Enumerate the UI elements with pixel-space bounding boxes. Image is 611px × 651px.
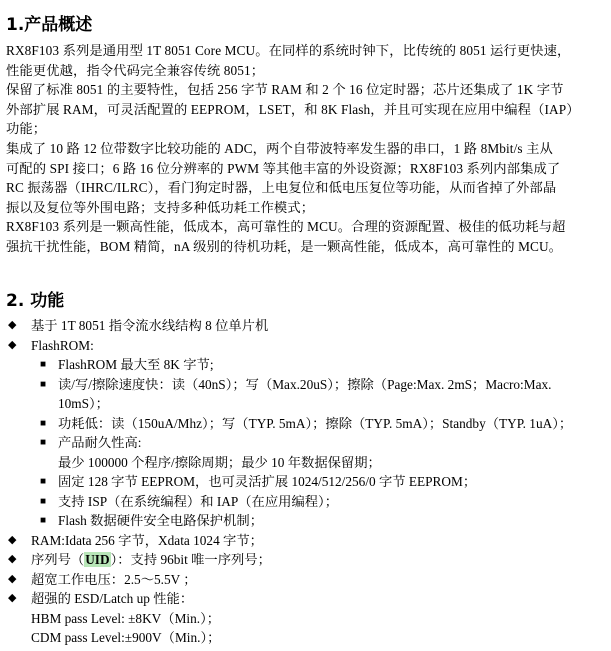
item-text-post: ）：支持 96bit 唯一序列号； bbox=[110, 552, 271, 567]
item-text: 固定 128 字节 EEPROM，也可灵活扩展 1024/512/256/0 字节 EEPROM； bbox=[58, 474, 477, 489]
item-text: 读/写/擦除速度快：读（40nS）；写（Max.20uS）；擦除（Page:Max. 2mS；Macro:Max. bbox=[58, 376, 552, 392]
overview-line: 振以及复位等外围电路；支持多种低功耗工作模式； bbox=[6, 199, 315, 215]
item-text: 功耗低：读（150uA/Mhz）；写（TYP. 5mA）；擦除（TYP. 5mA）；Standby（TYP. 1uA）； bbox=[58, 415, 573, 431]
overview-line: 集成了 10 路 12 位带数字比较功能的 ADC，两个自带波特率发生器的串口，1 路 8Mbit/s 主从 bbox=[6, 140, 553, 156]
diamond-bullet-icon: ◆ bbox=[8, 533, 17, 546]
overview-line: 强抗干扰性能，BOM 精简，nA 级别的待机功耗，是一颗高性能，低成本，高可靠性的 MCU。 bbox=[6, 238, 563, 254]
square-bullet-icon: ■ bbox=[40, 417, 47, 429]
diamond-bullet-icon: ◆ bbox=[8, 553, 17, 565]
item-text: HBM pass Level: ±8KV（Min.）； bbox=[31, 610, 221, 626]
square-bullet-icon: ■ bbox=[40, 378, 47, 390]
overview-line: 可配的 SPI 接口；6 路 16 位分辨率的 PWM 等其他丰富的外设资源；RX8F103 系列内部集成了 bbox=[6, 160, 561, 176]
item-text: Flash 数据硬件安全电路保护机制； bbox=[58, 513, 263, 528]
overview-line: RX8F103 系列是一颗高性能，低成本，高可靠性的 MCU。合理的资源配置、极佳的低功耗与超 bbox=[6, 219, 566, 235]
diamond-bullet-icon: ◆ bbox=[8, 319, 17, 331]
item-text: FlashROM 最大至 8K 字节; bbox=[58, 357, 214, 372]
overview-line: 功能； bbox=[6, 121, 47, 137]
item-text: 最少 100000 个程序/擦除周期；最少 10 年数据保留期； bbox=[58, 454, 381, 470]
item-text bbox=[31, 550, 271, 570]
overview-line: 外部扩展 RAM，可灵活配置的 EEPROM，LSET，和 8K Flash，并且可实现在应用中编程（IAP） bbox=[6, 101, 580, 117]
item-text: 超宽工作电压：2.5～5.5V ； bbox=[31, 571, 197, 587]
square-bullet-icon: ■ bbox=[40, 515, 47, 526]
item-text: RAM:Idata 256 字节，Xdata 1024 字节； bbox=[31, 532, 263, 548]
section-2-title: 2. 功能 bbox=[6, 291, 65, 311]
diamond-bullet-icon: ◆ bbox=[8, 338, 17, 351]
item-text: 支持 ISP（在系统编程）和 IAP（在应用编程）； bbox=[58, 493, 338, 509]
square-bullet-icon: ■ bbox=[40, 476, 47, 487]
square-bullet-icon: ■ bbox=[40, 437, 47, 448]
square-bullet-icon: ■ bbox=[40, 495, 47, 507]
overview-line: 保留了标准 8051 的主要特性，包括 256 字节 RAM 和 2 个 16 位定时器；芯片还集成了 1K 字节 bbox=[6, 82, 564, 98]
item-text: 基于 1T 8051 指令流水线结构 8 位单片机 bbox=[31, 318, 269, 333]
item-text: CDM pass Level:±900V（Min.）； bbox=[31, 630, 221, 645]
item-text-pre: 序列号（ bbox=[31, 552, 85, 567]
item-text: 10mS）； bbox=[58, 396, 109, 411]
overview-line: RX8F103 系列是通用型 1T 8051 Core MCU。在同样的系统时钟下，比传统的 8051 运行更快速， bbox=[6, 43, 571, 58]
overview-line: 性能更优越，指令代码完全兼容传统 8051； bbox=[6, 62, 265, 78]
item-text: 产品耐久性高: bbox=[58, 435, 142, 450]
diamond-bullet-icon: ◆ bbox=[8, 592, 17, 604]
item-text: FlashROM: bbox=[31, 337, 94, 353]
overview-line: RC 振荡器（IHRC/ILRC），看门狗定时器，上电复位和低电压复位等功能，从而省掉了外部晶 bbox=[6, 180, 557, 196]
uid-highlight: UID bbox=[85, 552, 110, 567]
overview-paragraph bbox=[6, 41, 602, 257]
section-1-title: 1.产品概述 bbox=[6, 15, 93, 35]
square-bullet-icon: ■ bbox=[40, 359, 47, 370]
item-text: 超强的 ESD/Latch up 性能： bbox=[31, 591, 194, 606]
diamond-bullet-icon: ◆ bbox=[8, 572, 17, 585]
